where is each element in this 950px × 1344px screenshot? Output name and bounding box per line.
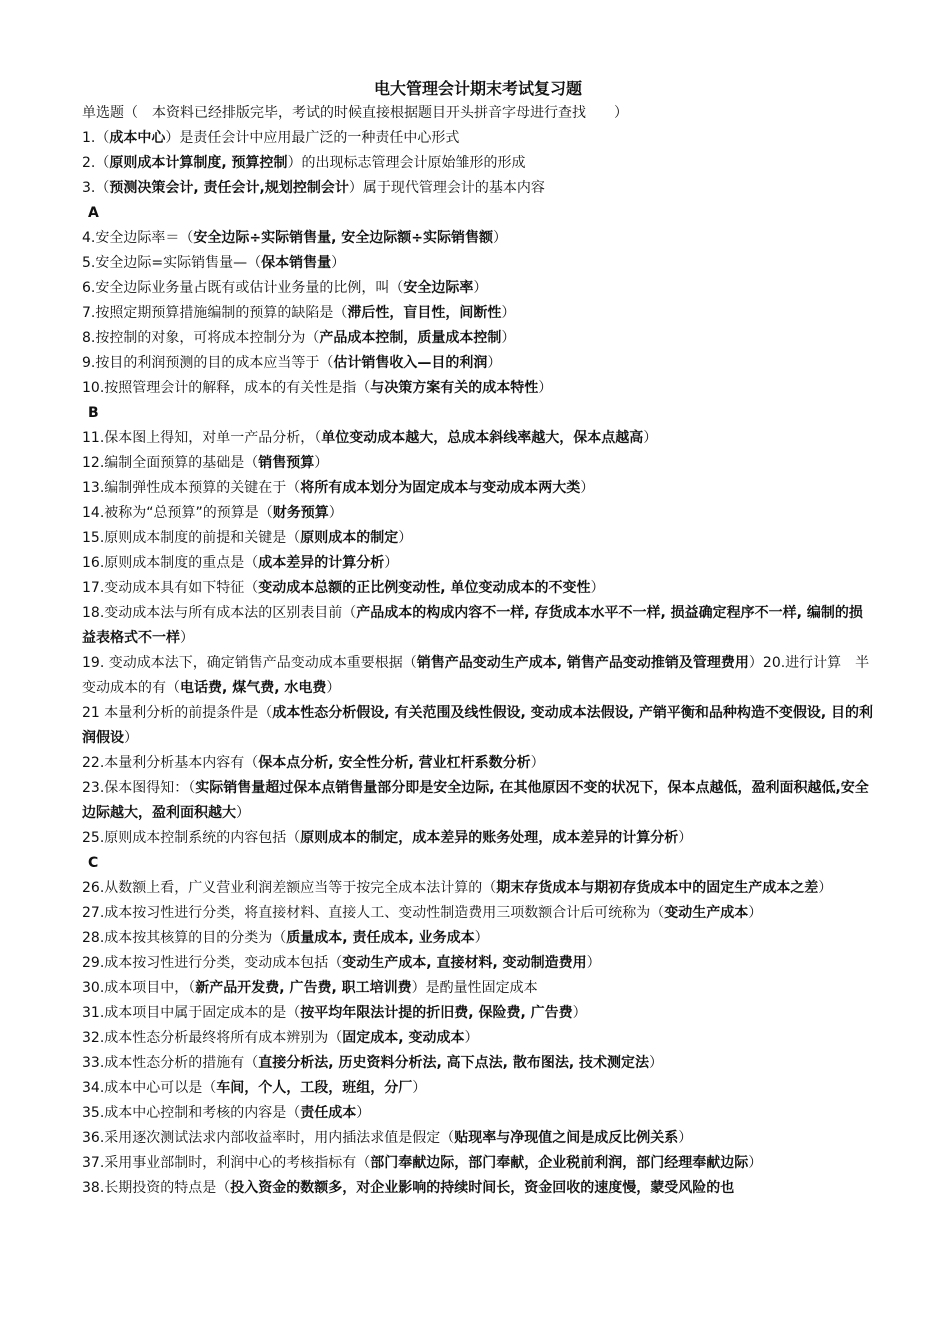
answer-text: 投入资金的数额多，对企业影响的持续时间长，资金回收的速度慢，蒙受风险的也 bbox=[230, 1180, 735, 1196]
question-line bbox=[82, 451, 874, 476]
question-text: 34.成本中心可以是（ bbox=[82, 1080, 217, 1096]
question-line bbox=[82, 1151, 874, 1176]
question-text: 36.采用逐次测试法求内部收益率时，用内插法求值是假定（ bbox=[82, 1130, 455, 1146]
question-text: 38.长期投资的特点是（ bbox=[82, 1180, 231, 1196]
question-text: 18.变动成本法与所有成本法的区别表目前（ bbox=[82, 605, 357, 621]
answer-text: 变动成本总额的正比例变动性, 单位变动成本的不变性 bbox=[258, 580, 591, 596]
answer-text: 成本性态分析假设, 有关范围及线性假设, 变动成本法假设, 产销平衡和品种构造不变假设, 目的利润假设 bbox=[82, 705, 874, 746]
answer-text: 新产品开发费, 广告费, 职工培训费 bbox=[195, 980, 412, 996]
answer-text: 原则成本的制定 bbox=[300, 530, 399, 546]
question-text: 23.保本图得知：（ bbox=[82, 780, 196, 796]
question-line bbox=[82, 551, 874, 576]
question-tail-text: ） bbox=[580, 480, 595, 496]
answer-text: 期末存货成本与期初存货成本中的固定生产成本之差 bbox=[496, 880, 819, 896]
question-text: 8.按控制的对象，可将成本控制分为（ bbox=[82, 330, 320, 346]
question-line bbox=[82, 901, 874, 926]
question-tail-text: ） bbox=[649, 1055, 664, 1071]
question-text: 15.原则成本制度的前提和关键是（ bbox=[82, 530, 301, 546]
question-text: 3.（ bbox=[82, 180, 110, 196]
question-list bbox=[82, 126, 874, 1201]
document-page bbox=[82, 76, 874, 1201]
question-line bbox=[82, 476, 874, 501]
answer-text: 成本差异的计算分析 bbox=[258, 555, 385, 571]
question-line bbox=[82, 1026, 874, 1051]
question-line bbox=[82, 226, 874, 251]
question-text: 29.成本按习性进行分类，变动成本包括（ bbox=[82, 955, 343, 971]
question-text: 9.按目的利润预测的目的成本应当等于（ bbox=[82, 355, 334, 371]
question-line bbox=[82, 151, 874, 176]
answer-text: 原则成本计算制度, 预算控制 bbox=[109, 155, 288, 171]
question-tail-text: ） bbox=[331, 255, 346, 271]
question-line bbox=[82, 826, 874, 851]
answer-text: 估计销售收入—目的利润 bbox=[333, 355, 488, 371]
question-tail-text: ） bbox=[124, 730, 138, 746]
answer-text: 按平均年限法计提的折旧费, 保险费, 广告费 bbox=[300, 1005, 573, 1021]
question-line bbox=[82, 576, 874, 601]
question-tail-text: ） bbox=[314, 455, 329, 471]
question-line bbox=[82, 1076, 874, 1101]
answer-text: 变动生产成本 bbox=[664, 905, 749, 921]
question-text: 11.保本图上得知，对单一产品分析，（ bbox=[82, 430, 322, 446]
question-tail-text: ） bbox=[678, 830, 693, 846]
question-line bbox=[82, 876, 874, 901]
question-text: 31.成本项目中属于固定成本的是（ bbox=[82, 1005, 301, 1021]
answer-text: 与决策方案有关的成本特性 bbox=[370, 380, 539, 396]
question-line bbox=[82, 1051, 874, 1076]
question-line bbox=[82, 701, 874, 751]
question-text: 32.成本性态分析最终将所有成本辨别为（ bbox=[82, 1030, 343, 1046]
question-text: 7.按照定期预算措施编制的预算的缺陷是（ bbox=[82, 305, 348, 321]
question-tail-text: ） bbox=[501, 305, 516, 321]
question-text: 27.成本按习性进行分类，将直接材料、直接人工、变动性制造费用三项数额合计后可统称为（ bbox=[82, 905, 665, 921]
question-tail-text: ） bbox=[326, 680, 341, 696]
question-tail-text: ） bbox=[180, 630, 194, 646]
question-line bbox=[82, 501, 874, 526]
answer-text: 安全边际率 bbox=[403, 280, 474, 296]
answer-text: 预测决策会计, 责任会计,规划控制会计 bbox=[109, 180, 349, 196]
question-line bbox=[82, 1176, 874, 1201]
answer-text: 保本点分析, 安全性分析, 营业杠杆系数分析 bbox=[258, 755, 531, 771]
question-tail-text: ） bbox=[464, 1030, 479, 1046]
question-tail-text: ）20.进行计算 半变动成本的有（ bbox=[82, 655, 870, 696]
question-text: 17.变动成本具有如下特征（ bbox=[82, 580, 259, 596]
question-line bbox=[82, 376, 874, 401]
question-text: 6.安全边际业务量占既有或估计业务量的比例，叫（ bbox=[82, 280, 404, 296]
question-text: 10.按照管理会计的解释，成本的有关性是指（ bbox=[82, 380, 371, 396]
section-letter-b: B bbox=[88, 405, 99, 421]
question-text: 26.从数额上看，广义营业利润差额应当等于按完全成本法计算的（ bbox=[82, 880, 497, 896]
question-tail-text: ） bbox=[572, 1005, 587, 1021]
question-line bbox=[82, 601, 874, 651]
question-line bbox=[82, 176, 874, 201]
question-line bbox=[82, 751, 874, 776]
question-text: 25.原则成本控制系统的内容包括（ bbox=[82, 830, 301, 846]
question-tail-text: ） bbox=[643, 430, 658, 446]
question-tail-text: ） bbox=[412, 1080, 427, 1096]
question-line bbox=[82, 526, 874, 551]
answer-text: 直接分析法, 历史资料分析法, 高下点法, 散布图法, 技术测定法 bbox=[258, 1055, 650, 1071]
answer-text: 实际销售量超过保本点销售量部分即是安全边际, 在其他原因不变的状况下，保本点越低，盈利面积越低,安全边际越大，盈利面积越大 bbox=[82, 780, 869, 821]
question-text: 2.（ bbox=[82, 155, 110, 171]
question-tail-text: ） bbox=[487, 355, 502, 371]
question-line bbox=[82, 1001, 874, 1026]
question-tail-text: ） bbox=[501, 330, 516, 346]
answer-text: 将所有成本划分为固定成本与变动成本两大类 bbox=[300, 480, 581, 496]
answer-text: 销售产品变动生产成本, 销售产品变动推销及管理费用 bbox=[416, 655, 749, 671]
answer-text: 贴现率与净现值之间是成反比例关系 bbox=[454, 1130, 679, 1146]
question-tail-text: ） bbox=[384, 555, 399, 571]
question-text: 12.编制全面预算的基础是（ bbox=[82, 455, 259, 471]
answer-text: 变动生产成本, 直接材料, 变动制造费用 bbox=[342, 955, 587, 971]
question-text: 22.本量利分析基本内容有（ bbox=[82, 755, 259, 771]
question-tail-text: ） bbox=[748, 1155, 763, 1171]
question-line bbox=[82, 126, 874, 151]
question-tail-text: ） bbox=[236, 805, 250, 821]
question-tail-text: ） bbox=[493, 230, 508, 246]
question-text: 35.成本中心控制和考核的内容是（ bbox=[82, 1105, 301, 1121]
question-line bbox=[82, 301, 874, 326]
question-tail-text: ） bbox=[586, 955, 601, 971]
question-tail-text: ） bbox=[590, 580, 605, 596]
answer-text: 成本中心 bbox=[109, 130, 166, 146]
question-tail-text: ）属于现代管理会计的基本内容 bbox=[348, 180, 545, 196]
section-letter-a: A bbox=[88, 205, 99, 221]
question-text: 13.编制弹性成本预算的关键在于（ bbox=[82, 480, 301, 496]
answer-text: 安全边际÷实际销售量, 安全边际额÷实际销售额 bbox=[193, 230, 494, 246]
section-letter-c: C bbox=[88, 855, 99, 871]
question-text: 19. 变动成本法下，确定销售产品变动成本重要根据（ bbox=[82, 655, 417, 671]
question-line bbox=[82, 776, 874, 826]
question-text: 21 本量利分析的前提条件是（ bbox=[82, 705, 273, 721]
question-tail-text: ） bbox=[530, 755, 545, 771]
answer-text: 保本销售量 bbox=[261, 255, 332, 271]
question-tail-text: ）的出现标志管理会计原始雏形的形成 bbox=[287, 155, 526, 171]
question-line bbox=[82, 1126, 874, 1151]
question-tail-text: ） bbox=[398, 530, 413, 546]
question-tail-text: ）是酌量性固定成本 bbox=[411, 980, 538, 996]
answer-text: 质量成本, 责任成本, 业务成本 bbox=[286, 930, 475, 946]
question-line bbox=[82, 651, 874, 701]
question-text: 30.成本项目中，（ bbox=[82, 980, 196, 996]
question-line bbox=[82, 1101, 874, 1126]
question-text: 14.被称为“总预算”的预算是（ bbox=[82, 505, 273, 521]
question-text: 28.成本按其核算的目的分类为（ bbox=[82, 930, 287, 946]
answer-text: 财务预算 bbox=[272, 505, 329, 521]
question-tail-text: ） bbox=[356, 1105, 371, 1121]
question-text: 4.安全边际率＝（ bbox=[82, 230, 194, 246]
question-line bbox=[82, 951, 874, 976]
answer-text: 产品成本的构成内容不一样, 存货成本水平不一样, 损益确定程序不一样, 编制的损益表格式不一样 bbox=[82, 605, 863, 646]
question-line bbox=[82, 276, 874, 301]
question-line bbox=[82, 926, 874, 951]
question-tail-text: ） bbox=[538, 380, 553, 396]
answer-text: 责任成本 bbox=[300, 1105, 357, 1121]
question-line bbox=[82, 351, 874, 376]
question-text: 33.成本性态分析的措施有（ bbox=[82, 1055, 259, 1071]
question-line bbox=[82, 251, 874, 276]
answer-text: 部门奉献边际，部门奉献，企业税前利润，部门经理奉献边际 bbox=[370, 1155, 749, 1171]
answer-text: 滞后性，盲目性，间断性 bbox=[347, 305, 502, 321]
answer-text: 原则成本的制定，成本差异的账务处理，成本差异的计算分析 bbox=[300, 830, 679, 846]
intro-line: 单选题（ 本资料已经排版完毕，考试的时候直接根据题目开头拼音字母进行查找 ） bbox=[82, 105, 628, 121]
question-text: 37.采用事业部制时，利润中心的考核指标有（ bbox=[82, 1155, 371, 1171]
question-line bbox=[82, 976, 874, 1001]
question-tail-text: ） bbox=[473, 280, 488, 296]
question-tail-text: ） bbox=[818, 880, 833, 896]
question-tail-text: ） bbox=[748, 905, 763, 921]
answer-text: 单位变动成本越大，总成本斜线率越大，保本点越高 bbox=[321, 430, 644, 446]
answer-text: 固定成本, 变动成本 bbox=[342, 1030, 465, 1046]
document-title: 电大管理会计期末考试复习题 bbox=[373, 79, 582, 98]
question-tail-text: ） bbox=[328, 505, 343, 521]
answer-text: 电话费, 煤气费, 水电费 bbox=[180, 680, 327, 696]
answer-text: 销售预算 bbox=[258, 455, 315, 471]
question-text: 1.（ bbox=[82, 130, 110, 146]
question-tail-text: ） bbox=[678, 1130, 693, 1146]
question-tail-text: ） bbox=[474, 930, 489, 946]
question-text: 16.原则成本制度的重点是（ bbox=[82, 555, 259, 571]
question-line bbox=[82, 326, 874, 351]
question-text: 5.安全边际=实际销售量—（ bbox=[82, 255, 262, 271]
answer-text: 产品成本控制，质量成本控制 bbox=[319, 330, 502, 346]
question-line bbox=[82, 426, 874, 451]
answer-text: 车间，个人，工段，班组，分厂 bbox=[216, 1080, 413, 1096]
question-tail-text: ）是责任会计中应用最广泛的一种责任中心形式 bbox=[165, 130, 460, 146]
